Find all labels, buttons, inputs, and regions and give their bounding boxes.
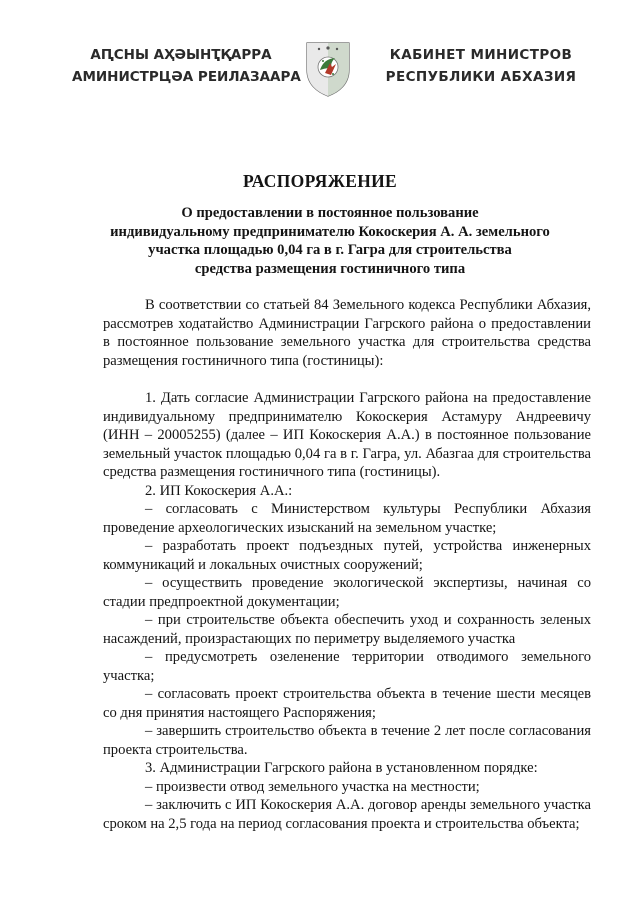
subject-line: О предоставлении в постоянное пользование: [181, 205, 479, 221]
header-right-line2: РЕСПУБЛИКИ АБХАЗИЯ: [385, 69, 577, 85]
header-left-line1: АԤСНЫ АҲӘЫНҬҚАРРА: [90, 47, 272, 63]
subject-line: индивидуальному предпринимателю Кокоскерия А. А. земельного: [110, 223, 550, 240]
subject-line: участка площадью 0,04 га в г. Гагра для строительства: [148, 242, 512, 259]
header-left-line2: АМИНИСТРЦӘА РЕИЛАЗААРА: [72, 69, 301, 85]
item-2-point: – согласовать проект строительства объекта в течение шести месяцев со дня принятия настоящего Распоряжения;: [103, 686, 591, 721]
item-2-point: – разработать проект подъездных путей, устройства инженерных коммуникаций и локальных очистных сооружений;: [103, 538, 591, 573]
document-subject: [80, 204, 580, 278]
header-right-line1: КАБИНЕТ МИНИСТРОВ: [389, 47, 573, 63]
item-3-heading: 3. Администрации Гагрского района в установленном порядке:: [145, 760, 538, 776]
item-1-paragraph: 1. Дать согласие Администрации Гагрского района на предоставление индивидуальному предпринимателю Кокоскерия Астамуру Андреевичу (ИНН – 20005255) (далее – ИП Кокоскерия А.А.) в постоянное пользование земельный участок площадью 0,04 га в г. Гагра, ул. Абазгаа для строительства средства размещения гостиничного типа (гостиницы).: [103, 390, 591, 480]
coat-of-arms-emblem: [303, 40, 353, 98]
subject-line: средства размещения гостиничного типа: [194, 260, 466, 277]
document-title: РАСПОРЯЖЕНИЕ: [242, 171, 397, 191]
item-3-point: – заключить с ИП Кокоскерия А.А. договор аренды земельного участка сроком на 2,5 года на период согласования проекта и строительства объекта;: [103, 797, 591, 832]
item-2-point: – согласовать с Министерством культуры Республики Абхазия проведение археологических изысканий на земельном участке;: [103, 501, 591, 536]
item-2-point: – предусмотреть озеленение территории отводимого земельного участка;: [103, 649, 591, 684]
header-right-russian: [379, 44, 583, 88]
document-body: [103, 296, 591, 833]
header-left-abkhaz: [72, 44, 301, 88]
item-2-point: – при строительстве объекта обеспечить уход и сохранность зеленых насаждений, произрастающих по периметру выделяемого участка: [103, 612, 591, 647]
item-2-point: – завершить строительство объекта в течение 2 лет после согласования проекта строительства.: [103, 723, 591, 758]
preamble-paragraph: В соответствии со статьей 84 Земельного кодекса Республики Абхазия, рассмотрев ходатайство Администрации Гагрского района о предоставлении в постоянное пользование земельного участка для строительства средства размещения гостиничного типа (гостиницы):: [103, 297, 591, 369]
item-3-point: – произвести отвод земельного участка на местности;: [145, 778, 480, 795]
item-2-point: – осуществить проведение экологической экспертизы, начиная со стадии предпроектной документации;: [103, 575, 591, 610]
item-2-heading: 2. ИП Кокоскерия А.А.:: [145, 482, 293, 499]
